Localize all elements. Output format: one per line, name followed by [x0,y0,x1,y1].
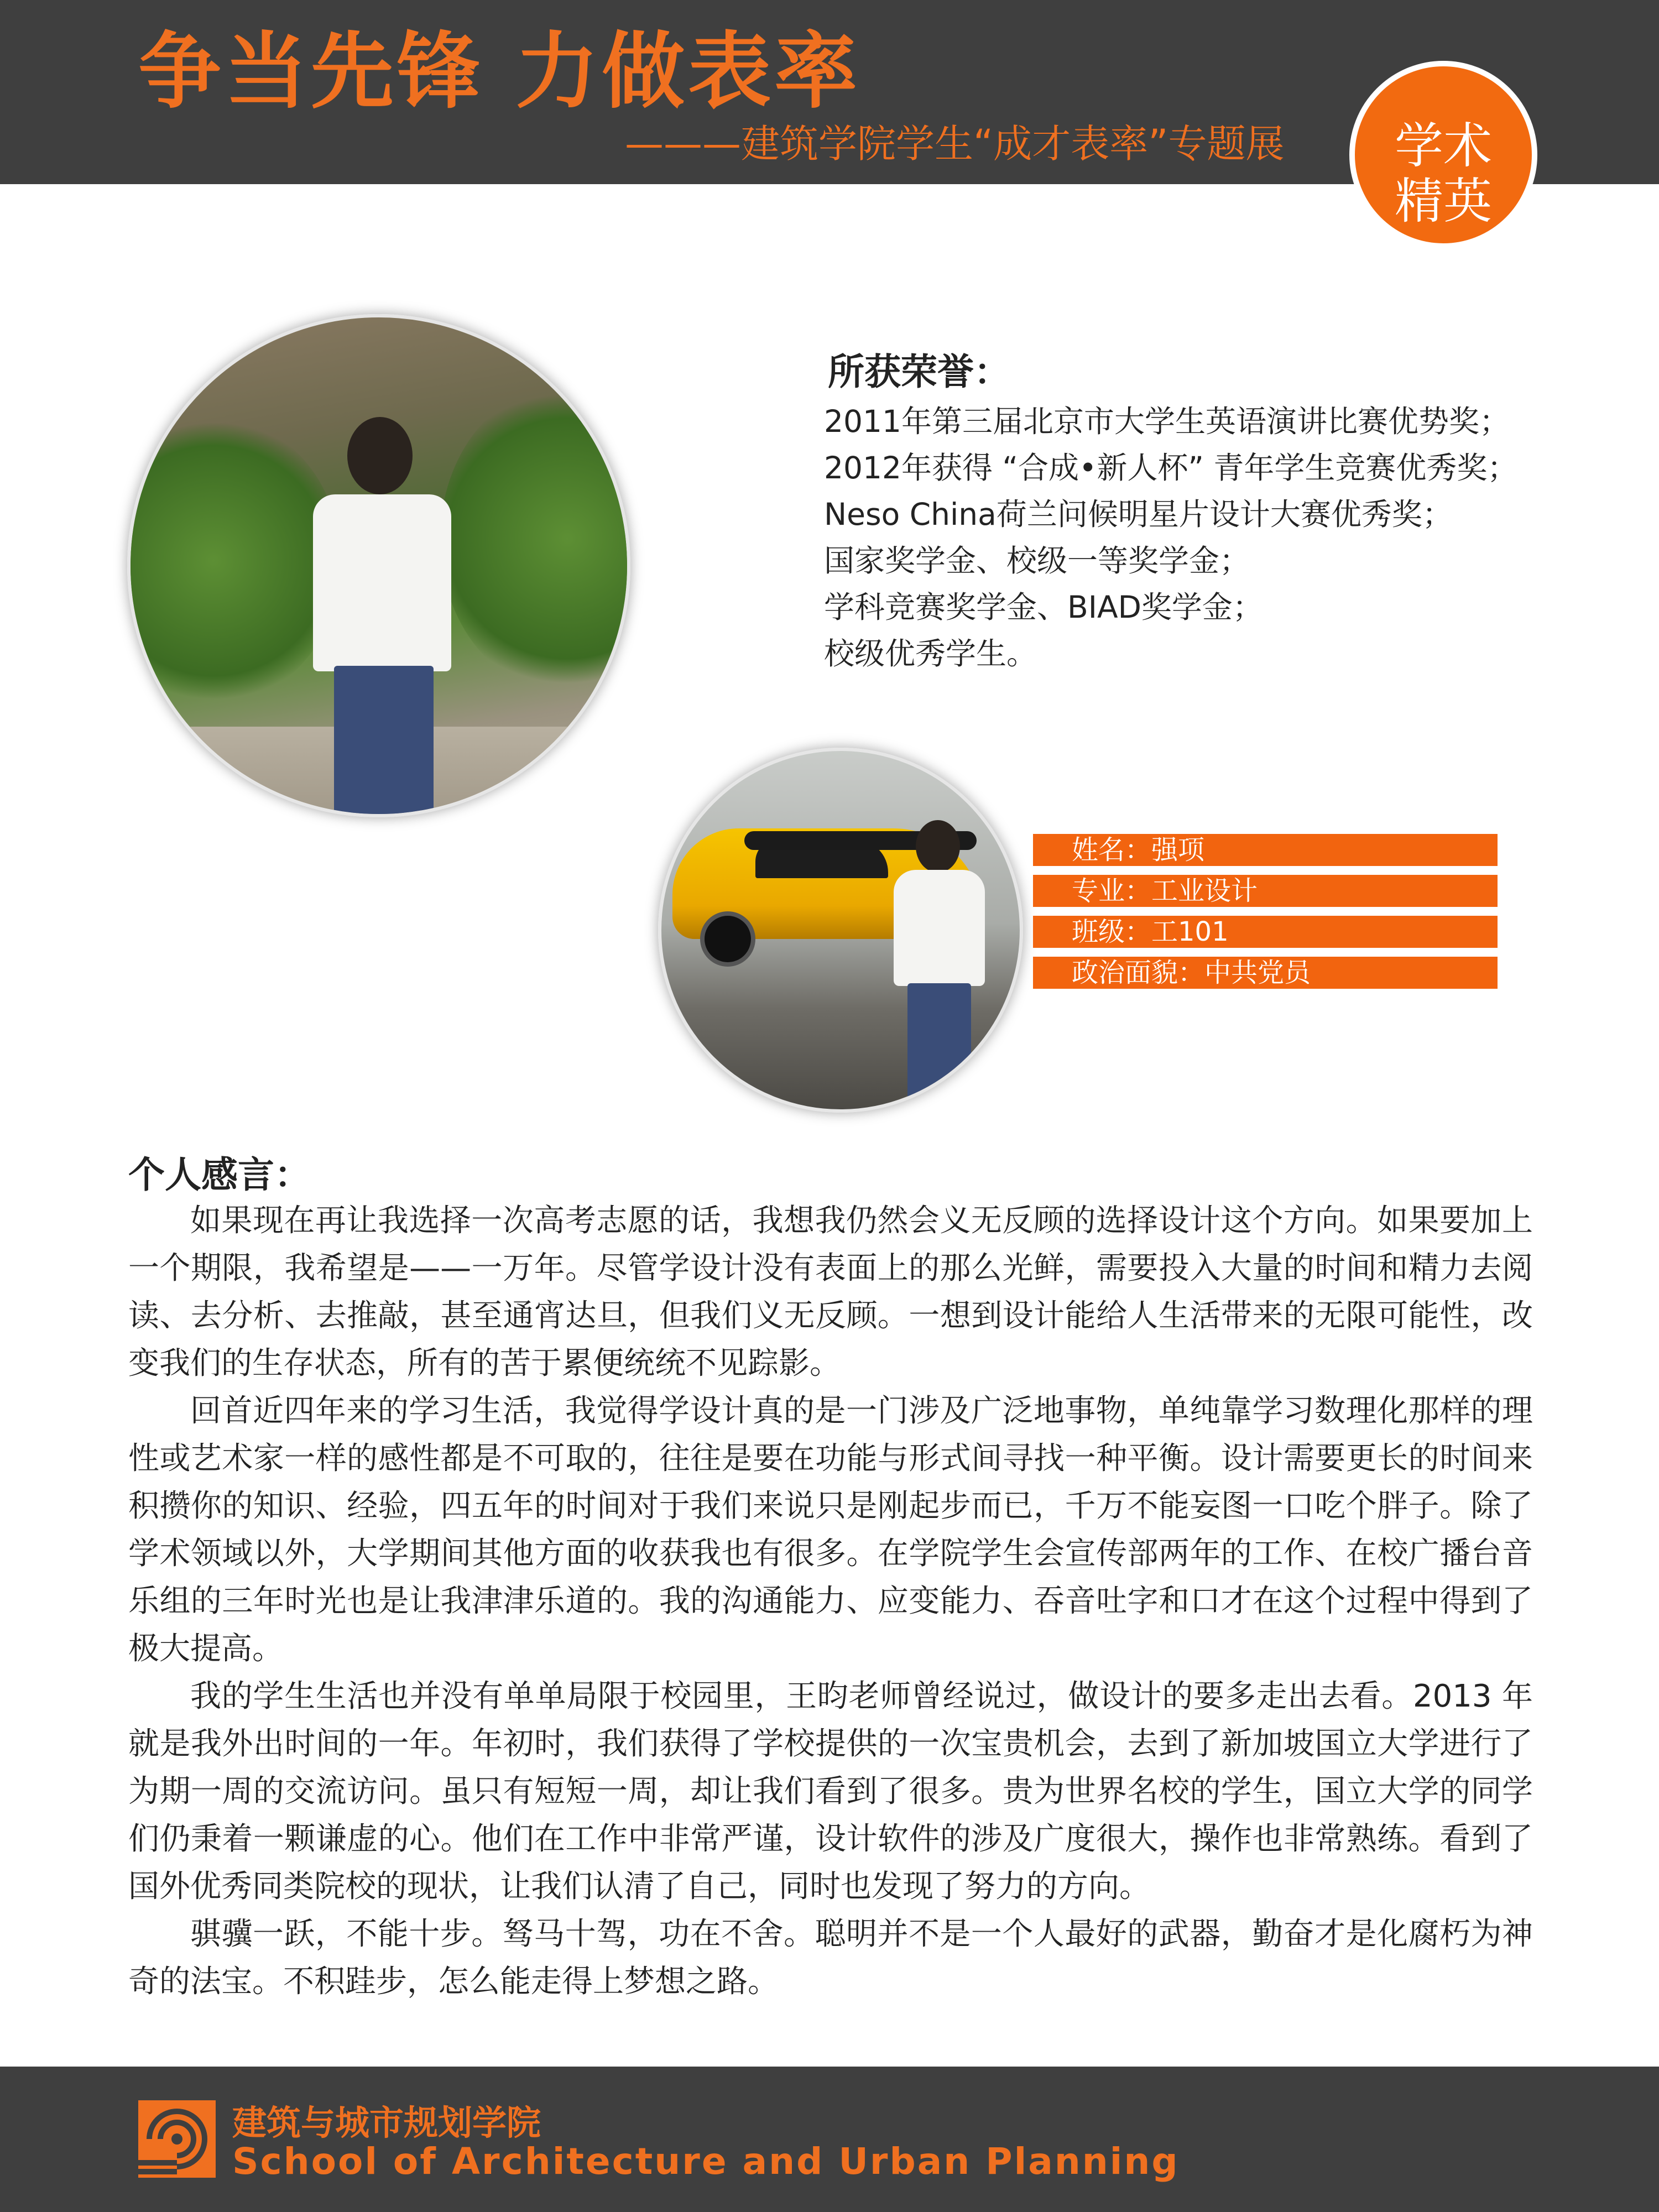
footer-school-cn: 建筑与城市规划学院 [232,2103,541,2143]
honor-item: 2012年获得 “合成•新人杯” 青年学生竞赛优秀奖； [824,450,1518,486]
portrait-photo [127,314,630,817]
honor-item: Neso China荷兰问候明星片设计大赛优秀奖； [824,497,1453,532]
thoughts-paragraph: 回首近四年来的学习生活，我觉得学设计真的是一门涉及广泛地事物，单纯靠学习数理化那样的理性或艺术家一样的感性都是不可取的，往往是要在功能与形式间寻找一种平衡。设计需要更长的时间来积攒你的知识、经验，四五年的时间对于我们来说只是刚起步而已，千万不能妄图一口吃个胖子。除了学术领域以外，大学期间其他方面的收获我也有很多。在学院学生会宣传部两年的工作、在校广播台音乐组的三年时光也是让我津津乐道的。我的沟通能力、应变能力、吞音吐字和口才在这个过程中得到了极大提高。 [128,1393,1533,1667]
page-subtitle: ———建筑学院学生“成才表率”专题展 [625,121,1285,166]
thoughts-heading: 个人感言： [128,1154,311,1196]
person-shirt [313,494,451,671]
badge-line-1: 学术 [1394,117,1492,174]
honors-list [824,398,1517,677]
honor-item: 国家奖学金、校级一等奖学金； [824,543,1250,578]
badge-line-2: 精英 [1394,173,1492,229]
profile-name: 姓名：强项 [1033,834,1498,866]
car-wheel-front [700,911,755,967]
person-pants [334,666,434,817]
page-title: 争当先锋 力做表率 [138,24,861,120]
honor-item: 学科竞赛奖学金、BIAD奖学金； [824,589,1263,625]
thoughts-body [128,1197,1533,2006]
honor-item: 2011年第三届北京市大学生英语演讲比赛优势奖； [824,404,1510,439]
footer-school-en: School of Architecture and Urban Planning [232,2140,1180,2183]
thoughts-paragraph: 如果现在再让我选择一次高考志愿的话，我想我仍然会义无反顾的选择设计这个方向。如果要加上一个期限，我希望是——一万年。尽管学设计没有表面上的那么光鲜，需要投入大量的时间和精力去阅读、去分析、去推敲，甚至通宵达旦，但我们义无反顾。一想到设计能给人生活带来的无限可能性，改变我们的生存状态，所有的苦于累便统统不见踪影。 [128,1203,1533,1381]
honors-heading: 所获荣誉： [828,351,1010,393]
foliage-right [440,384,630,693]
foliage-left [127,417,341,705]
person-pants [907,983,971,1113]
thoughts-paragraph: 骐骥一跃，不能十步。驽马十驾，功在不舍。聪明并不是一个人最好的武器，勤奋才是化腐朽为神奇的法宝。不积跬步，怎么能走得上梦想之路。 [128,1916,1533,2000]
car-photo [658,748,1023,1113]
profile-info [1033,834,1498,998]
profile-class: 班级：工101 [1033,916,1498,948]
person-head [347,417,413,494]
profile-major: 专业：工业设计 [1033,875,1498,907]
person-head [916,820,960,873]
profile-political: 政治面貌：中共党员 [1033,957,1498,989]
thoughts-paragraph: 我的学生生活也并没有单单局限于校园里，王昀老师曾经说过，做设计的要多走出去看。2013 年就是我外出时间的一年。年初时，我们获得了学校提供的一次宝贵机会，去到了新加坡国立大学进行了为期一周的交流访问。虽只有短短一周，却让我们看到了很多。贵为世界名校的学生，国立大学的同学们仍秉着一颗谦虚的心。他们在工作中非常严谨，设计软件的涉及广度很大，操作也非常熟练。看到了国外优秀同类院校的现状，让我们认清了自己，同时也发现了努力的方向。 [128,1678,1533,1905]
person-shirt [894,870,985,986]
honor-item: 校级优秀学生。 [824,636,1037,671]
category-badge [1349,61,1537,249]
school-logo-icon [138,2100,216,2178]
